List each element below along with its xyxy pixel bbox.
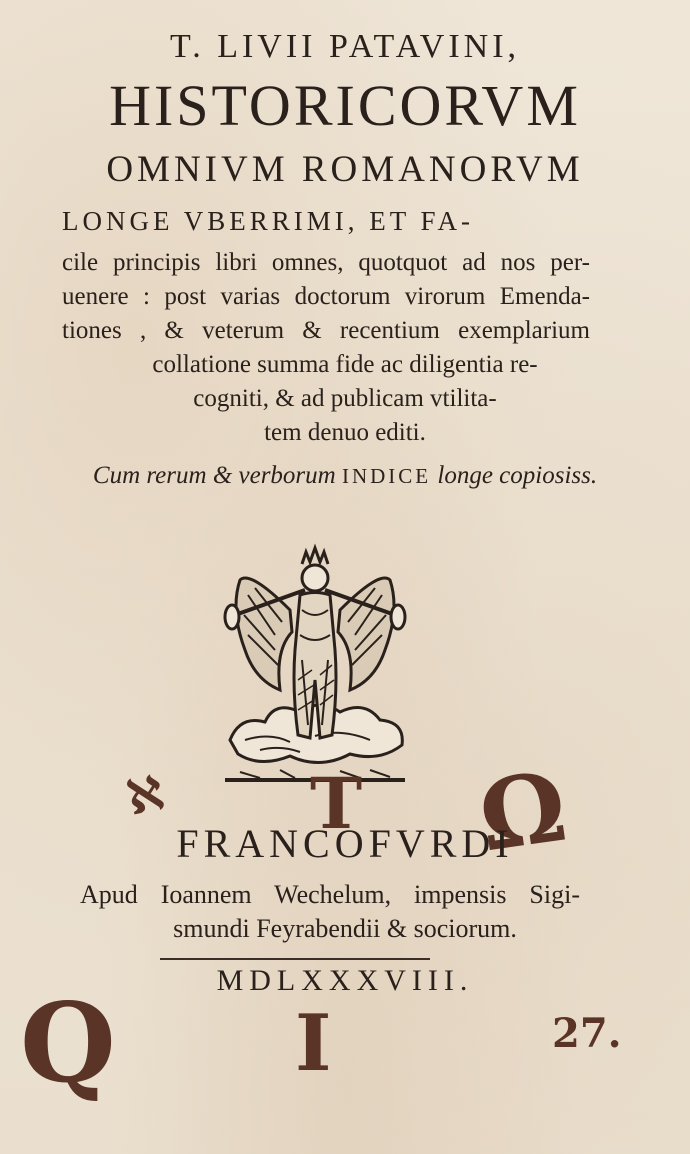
index-line-part-a: Cum rerum & verborum bbox=[92, 462, 336, 489]
index-line-part-b: INDICE bbox=[341, 464, 432, 488]
index-line-part-c: longe copiosiss. bbox=[437, 462, 598, 489]
author-line: T. LIVII PATAVINI, bbox=[169, 28, 521, 65]
title-line-longe: LONGE VBERRIMI, ET FA- bbox=[62, 206, 474, 236]
manuscript-mark-2: T bbox=[310, 762, 363, 845]
manuscript-mark-6: 27. bbox=[552, 1010, 622, 1057]
fame-woodcut-illustration bbox=[220, 540, 410, 790]
index-line bbox=[0, 462, 690, 490]
imprint-place: FRANCOFVRDI bbox=[176, 821, 514, 866]
body-line-1: cile principis libri omnes, quotquot ad nos per- bbox=[62, 249, 590, 276]
body-line-3: tiones , & veterum & recentium exemplarium bbox=[62, 317, 590, 344]
manuscript-mark-3: Ω bbox=[472, 749, 573, 874]
imprint-printer-line-1: Apud Ioannem Wechelum, impensis Sigi- bbox=[80, 880, 580, 909]
imprint-rule bbox=[160, 958, 430, 960]
manuscript-mark-1: ℵ bbox=[122, 765, 168, 825]
imprint-printer-line-2: smundi Feyrabendii & sociorum. bbox=[173, 914, 517, 943]
manuscript-mark-5: I bbox=[295, 998, 332, 1089]
body-line-4: collatione summa fide ac diligentia re- bbox=[152, 351, 538, 378]
body-line-6: tem denuo editi. bbox=[264, 419, 426, 446]
manuscript-mark-4: Q bbox=[20, 978, 116, 1107]
title-line-omnium: OMNIVM ROMANORVM bbox=[106, 149, 584, 190]
body-line-2: uenere : post varias doctorum virorum Emenda- bbox=[62, 283, 590, 310]
title-line-historicorum: HISTORICORVM bbox=[109, 73, 581, 138]
imprint-year: MDLXXXVIII. bbox=[216, 964, 474, 997]
body-line-5: cogniti, & ad publicam vtilita- bbox=[193, 385, 497, 412]
